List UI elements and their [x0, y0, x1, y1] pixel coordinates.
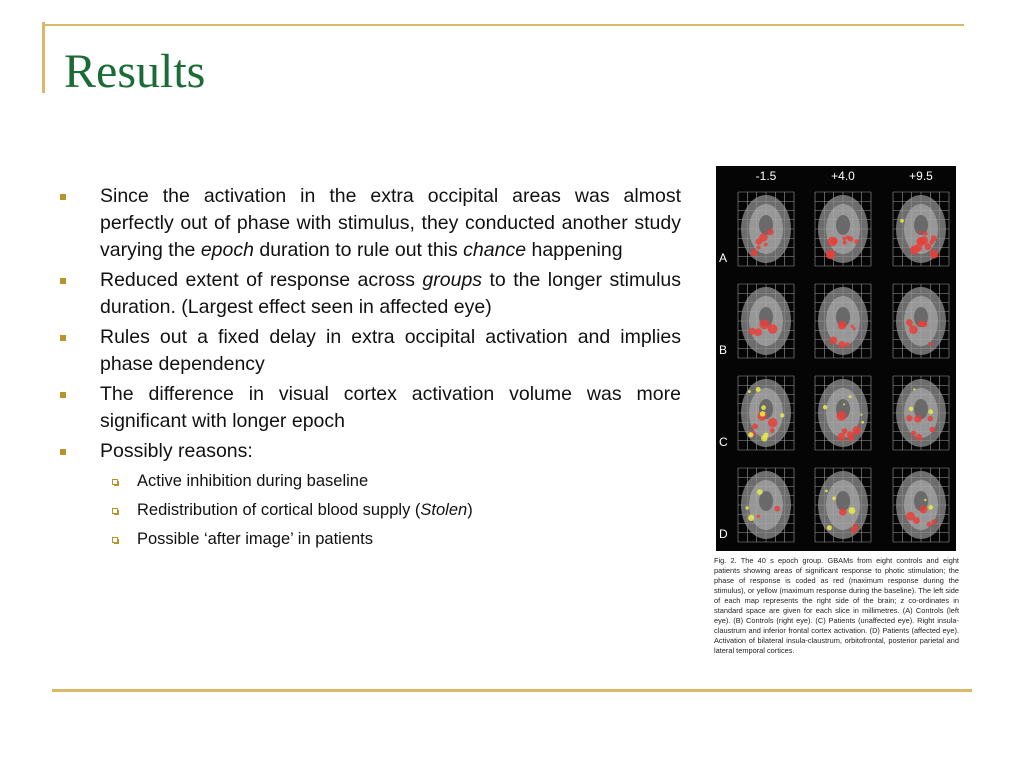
square-bullet-icon [60, 392, 66, 398]
emphasis-text: groups [422, 269, 483, 291]
brain-activation-figure [716, 166, 956, 551]
slide-title: Results [64, 45, 206, 98]
brain-slice [815, 192, 871, 266]
bottom-rule [52, 689, 972, 692]
brain-map-grid [716, 166, 956, 551]
brain-slice [738, 192, 794, 266]
bullet-text: Possible ‘after image’ in patients [137, 530, 374, 548]
emphasis-text: Stolen [420, 501, 468, 519]
sub-bullet-list [100, 467, 681, 554]
bullet-text: duration to rule out this [253, 239, 464, 261]
brain-slice [893, 376, 949, 450]
bullet-list [60, 183, 681, 557]
brain-slice [815, 468, 871, 542]
bullet-shadow [114, 510, 119, 515]
bullet-text: Since the activation in the extra occipital areas was almost perfectly out of phase with stimulus, they conducted another study varying the [100, 185, 681, 261]
bullet-text: ) [467, 501, 473, 519]
bullet-text: happening [526, 239, 623, 261]
emphasis-text: epoch [200, 239, 254, 261]
column-label: -1.5 [755, 169, 777, 183]
row-label: D [719, 527, 728, 541]
bullet-item [60, 438, 681, 554]
square-bullet-icon [60, 278, 66, 284]
brain-slice [738, 284, 794, 358]
bullet-text: Possibly reasons: [100, 440, 253, 462]
row-label: C [719, 435, 728, 449]
row-label: A [719, 251, 728, 265]
figure-caption: Fig. 2. The 40 s epoch group. GBAMs from eight controls and eight patients showing areas of significant response to photic stimulation; the phase of response is coded as red (maximum response during the stimulus), or yellow (maximum response during the baseline). The left side of each map represents the right side of the brain; z co-ordinates in standard space are given for each slice in millimetres. (A) Controls (left eye). (B) Controls (right eye). (C) Patients (unaffected eye). Right insula-claustrum and inferior frontal cortex activation. (D) Patients (affected eye). Activation of bilateral insula-claustrum, orbitofrontal, posterior parietal and lateral temporal cortices. [714, 556, 959, 655]
brain-slice [815, 284, 871, 358]
column-label: +9.5 [909, 169, 933, 183]
brain-slice [738, 468, 794, 542]
emphasis-text: chance [463, 239, 527, 261]
bullet-text: The difference in visual cortex activation volume was more significant with longer epoch [100, 383, 681, 432]
bullet-item [60, 183, 681, 264]
bullet-text: Reduced extent of response across [100, 269, 423, 291]
brain-slice [815, 376, 871, 450]
row-label: B [719, 343, 728, 357]
square-bullet-icon [60, 335, 66, 341]
brain-slice [893, 192, 949, 266]
column-label: +4.0 [831, 169, 855, 183]
bullet-text: Active inhibition during baseline [137, 472, 369, 490]
brain-slice [738, 376, 794, 450]
bullet-item [60, 324, 681, 378]
sub-bullet-item [100, 496, 681, 525]
bullet-shadow [114, 539, 119, 544]
bullet-text: Redistribution of cortical blood supply ( [137, 501, 421, 519]
bullet-text: to the longer stimulus duration. (Largest effect seen in affected eye) [100, 269, 681, 318]
top-rule [42, 24, 964, 26]
brain-slice [893, 284, 949, 358]
title-accent-bar [42, 22, 45, 93]
bullet-item [60, 267, 681, 321]
square-bullet-icon [60, 449, 66, 455]
bullet-text: Rules out a fixed delay in extra occipital activation and implies phase dependency [100, 326, 681, 375]
square-bullet-icon [60, 194, 66, 200]
bullet-shadow [114, 481, 119, 486]
sub-bullet-item [100, 525, 681, 554]
bullet-item [60, 381, 681, 435]
sub-bullet-item [100, 467, 681, 496]
brain-slice [893, 468, 949, 542]
